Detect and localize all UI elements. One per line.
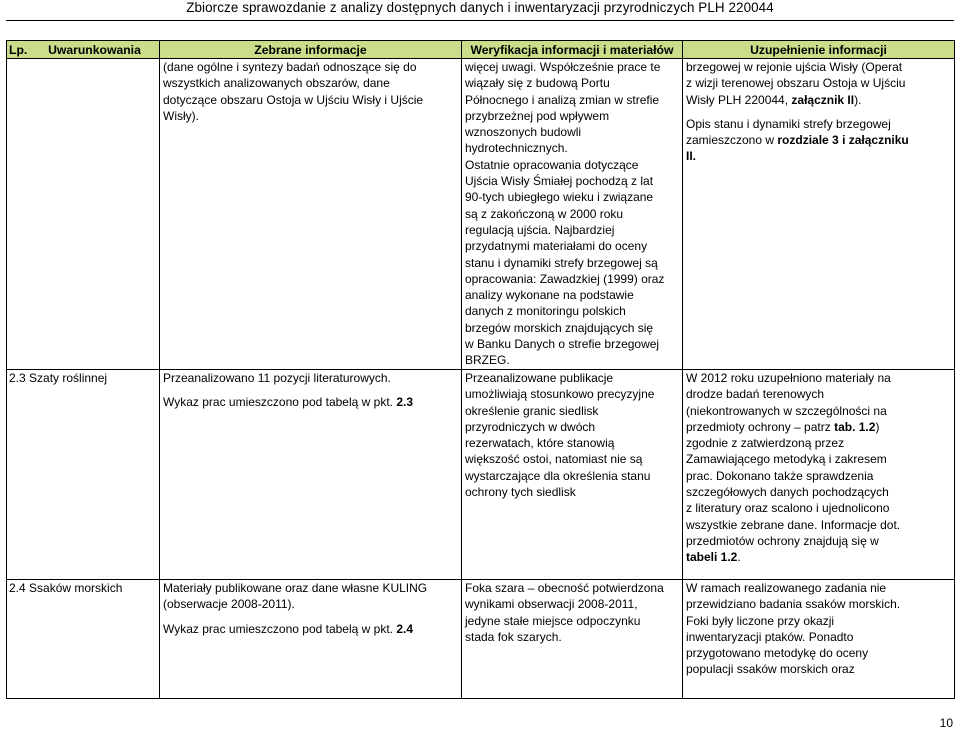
row-uwarunkowania: Szaty roślinnej bbox=[29, 371, 108, 385]
cell-weryfikacja bbox=[462, 580, 683, 699]
row-lp: 2.3 bbox=[9, 371, 26, 385]
table-row bbox=[7, 580, 955, 699]
cell-zebrane bbox=[160, 59, 462, 370]
uzupelnienie-text-part: . bbox=[737, 550, 741, 565]
document-title: Zbiorcze sprawozdanie z analizy dostępnych danych i inwentaryzacji przyrodniczych PLH 220044 bbox=[186, 0, 774, 15]
zebrane-text-part: Wykaz prac umieszczono pod tabelą w pkt. bbox=[163, 395, 397, 410]
column-header-lp: Lp. bbox=[9, 42, 28, 57]
page-number: 10 bbox=[939, 716, 953, 730]
weryfikacja-text: Foka szara – obecność potwierdzona wynikami obserwacji 2008-2011, jedyne stałe miejsce odpoczynku stada fok szarych. bbox=[465, 581, 664, 644]
uzupelnienie-text-part: Opis stanu i dynamiki strefy brzegowej zamieszczono w bbox=[686, 116, 891, 148]
weryfikacja-text: Przeanalizowane publikacje umożliwiają stosunkowo precyzyjne określenie granic siedlisk przyrodniczych w dwóch rezerwatach, które stanowią większość ostoi, natomiast nie są wystarczające dla określenia stanu ochrony tych siedlisk bbox=[465, 371, 655, 500]
cell-lp-uwarunkowania bbox=[7, 59, 160, 370]
zebrane-text: Materiały publikowane oraz dane własne KULING (obserwacje 2008-2011). bbox=[163, 581, 428, 612]
uzupelnienie-text-part: ). bbox=[854, 92, 862, 107]
cell-uzupelnienie bbox=[683, 59, 955, 370]
column-header-uwarunkowania: Uwarunkowania bbox=[48, 42, 141, 57]
table-row bbox=[7, 59, 955, 370]
column-header-weryfikacja: Weryfikacja informacji i materiałów bbox=[462, 41, 683, 59]
uzupelnienie-text-part: W 2012 roku uzupełniono materiały na drodze badań terenowych (niekontrowanych w szczególności na przedmioty ochrony – patrz bbox=[686, 371, 891, 434]
uzupelnienie-text-part: brzegowej w rejonie ujścia Wisły (Operat z wizji terenowej obszaru Ostoja w Ujściu Wisły PLH 220044, bbox=[686, 60, 906, 107]
uzupelnienie-text bbox=[686, 59, 950, 108]
cell-zebrane bbox=[160, 370, 462, 580]
uzupelnienie-ref-bold: tabeli 1.2 bbox=[686, 550, 738, 565]
cell-lp-uwarunkowania bbox=[7, 580, 160, 699]
header-rule bbox=[6, 20, 954, 21]
cell-lp-uwarunkowania bbox=[7, 370, 160, 580]
spacer bbox=[686, 108, 950, 116]
row-lp: 2.4 bbox=[9, 581, 26, 595]
zebrane-ref-bold: 2.4 bbox=[396, 621, 414, 636]
spacer bbox=[163, 386, 457, 394]
zebrane-text: (dane ogólne i syntezy badań odnoszące się do wszystkich analizowanych obszarów, dane dotyczące obszaru Ostoja w Ujściu Wisły i Ujście Wisły). bbox=[163, 60, 424, 123]
uzupelnienie-text-part: ) zgodnie z zatwierdzoną przez Zamawiającego metodyką i zakresem prac. Dokonano także sprawdzenia szczegółowych danych pochodzących z literatury oraz scalono i ujednolicono wszystkie zebrane dane. Informacje dot. przedmiotów ochrony znajdują się w bbox=[686, 419, 901, 548]
cell-weryfikacja bbox=[462, 59, 683, 370]
column-header-zebrane: Zebrane informacje bbox=[160, 41, 462, 59]
zebrane-text-2 bbox=[163, 394, 457, 410]
table-row bbox=[7, 370, 955, 580]
column-header-lp-uwarunkowania bbox=[7, 41, 160, 59]
zebrane-text-2 bbox=[163, 621, 457, 637]
zebrane-text-part: Wykaz prac umieszczono pod tabelą w pkt. bbox=[163, 621, 397, 636]
uzupelnienie-text-2 bbox=[686, 116, 950, 165]
uzupelnienie-ref-bold: załącznik II bbox=[791, 92, 855, 107]
spacer bbox=[163, 613, 457, 621]
row-uwarunkowania: Ssaków morskich bbox=[29, 581, 123, 595]
uzupelnienie-text bbox=[686, 370, 950, 566]
weryfikacja-text: więcej uwagi. Współcześnie prace te wiązały się z budową Portu Północnego i analizą zmian w strefie przybrzeżnej pod wpływem wznoszonych budowli hydrotechnicznych. Ostatnie opracowania dotyczące Ujścia Wisły Śmiałej pochodzą z lat 90-tych ubiegłego wieku i związane są z zakończoną w 2000 roku regulacją ujścia. Najbardziej przydatnymi materiałami do oceny stanu i dynamiki strefy brzegowej są opracowania: Zawadzkiej (1999) oraz analizy wykonane na podstawie danych z monitoringu polskich brzegów morskich znajdujących się w Banku Danych o strefie brzegowej BRZEG. bbox=[465, 60, 665, 368]
column-header-uzupelnienie: Uzupełnienie informacji bbox=[683, 41, 955, 59]
data-table bbox=[6, 40, 955, 699]
cell-uzupelnienie bbox=[683, 580, 955, 699]
uzupelnienie-ref-bold: rozdziale 3 i załączniku II. bbox=[686, 133, 909, 164]
uzupelnienie-ref-bold: tab. 1.2 bbox=[834, 419, 876, 434]
uzupelnienie-text: W ramach realizowanego zadania nie przewidziano badania ssaków morskich. Foki były liczone przy okazji inwentaryzacji ptaków. Ponadto przygotowano metodykę do oceny populacji ssaków morskich oraz bbox=[686, 581, 901, 677]
zebrane-text: Przeanalizowano 11 pozycji literaturowych. bbox=[163, 371, 391, 385]
cell-uzupelnienie bbox=[683, 370, 955, 580]
table-header-row bbox=[7, 41, 955, 59]
cell-zebrane bbox=[160, 580, 462, 699]
cell-weryfikacja bbox=[462, 370, 683, 580]
zebrane-ref-bold: 2.3 bbox=[396, 395, 414, 410]
